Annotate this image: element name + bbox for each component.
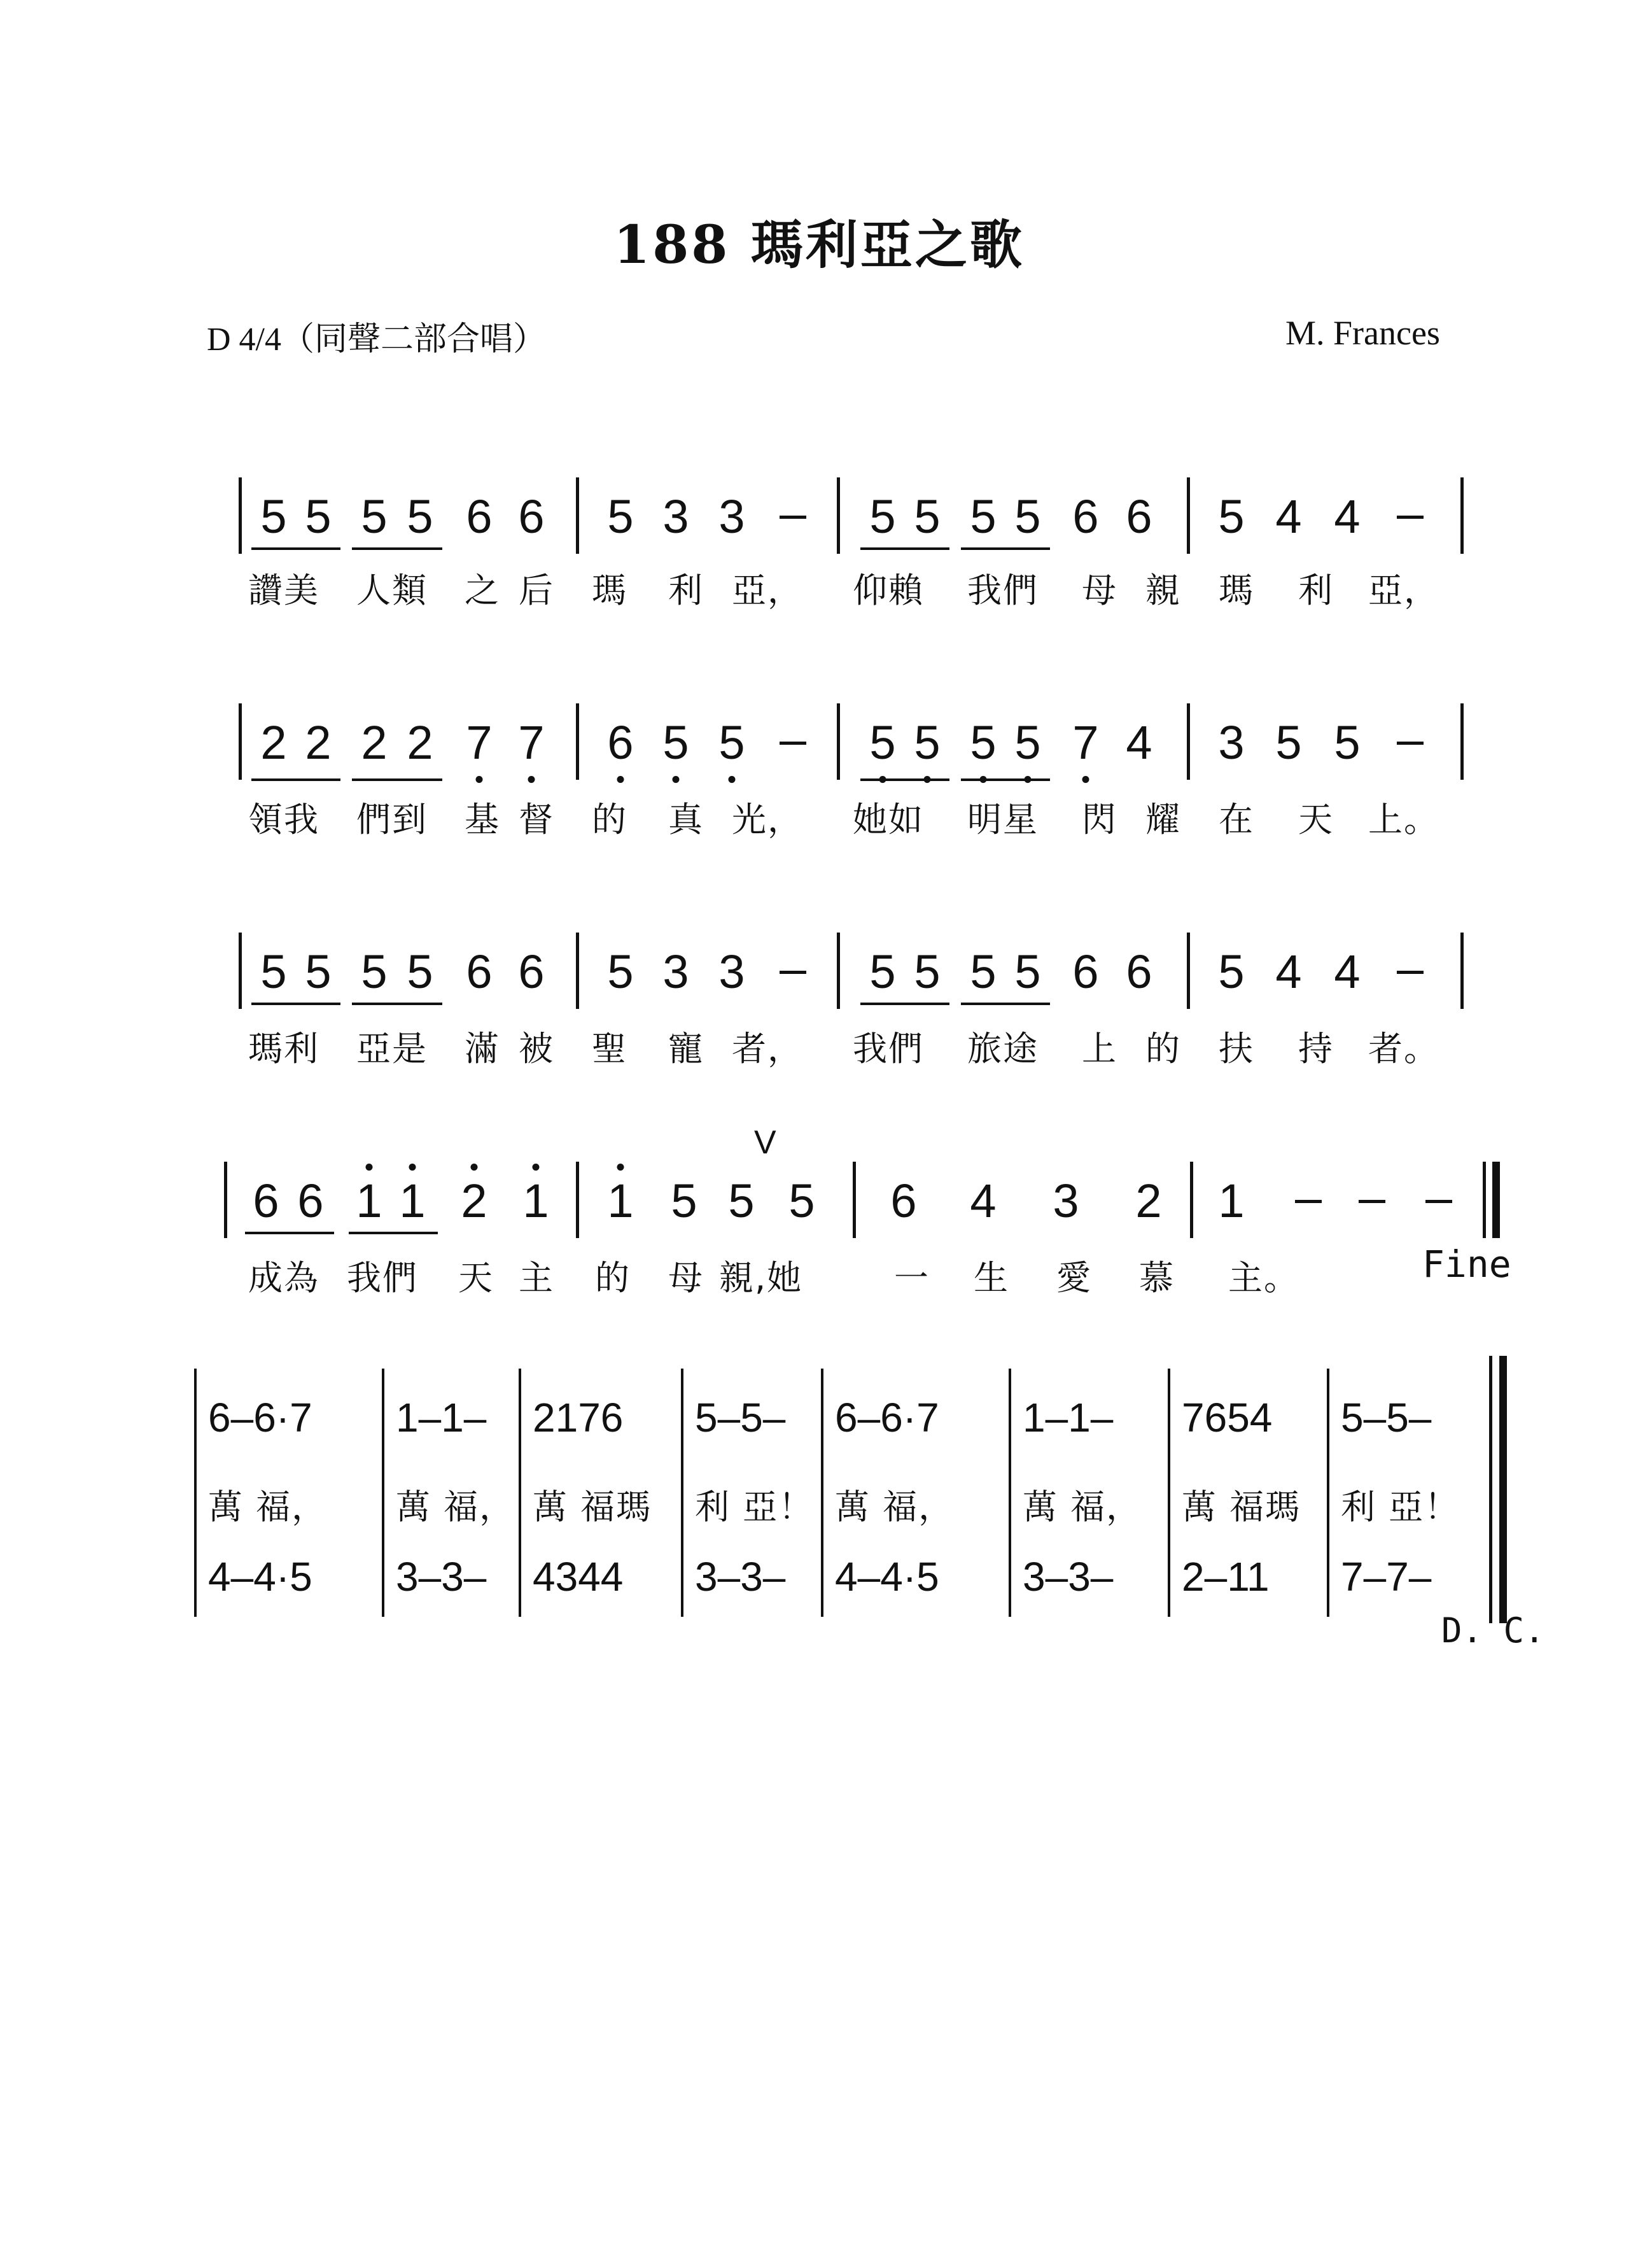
lyric-syllable: 扶 — [1219, 1029, 1254, 1069]
barline — [576, 1162, 579, 1238]
barline — [1460, 477, 1464, 554]
breath-mark: V — [754, 1124, 776, 1161]
refrain-lower-cell: 4–4·5 — [208, 1554, 312, 1600]
barline — [576, 477, 579, 554]
note: 5 — [860, 719, 905, 766]
refrain-lyrics-cell: 利 亞！ — [1341, 1487, 1460, 1527]
lyric-syllable: 督 — [519, 799, 554, 840]
note: 5 — [1005, 719, 1050, 766]
lyric-syllable: 親 — [1145, 570, 1181, 610]
refrain-upper-cell: 2176 — [533, 1395, 624, 1440]
lyric-syllable: 上 — [1082, 1029, 1117, 1069]
note: 6 — [1126, 945, 1152, 998]
sustain-dash — [1397, 742, 1424, 745]
note: 1 — [598, 1178, 643, 1225]
lyric-syllable: 親,她 — [719, 1258, 803, 1298]
beam-underline — [961, 778, 1050, 781]
note: 5 — [1334, 716, 1361, 769]
refrain-final-thick — [1499, 1356, 1507, 1623]
lyric-syllable: 在 — [1219, 799, 1254, 840]
lyric-syllable: 聖 — [592, 1029, 627, 1069]
lyric-syllable: 者， — [732, 1029, 803, 1069]
page-title: 188 瑪利亞之歌 — [613, 215, 1025, 276]
note: 5 — [970, 945, 997, 998]
beam-underline — [245, 1232, 334, 1234]
note: 3 — [662, 490, 689, 543]
lyric-syllable: 母 — [668, 1258, 704, 1298]
note: 6 — [297, 1174, 324, 1227]
barline — [1187, 933, 1190, 1009]
note: 4 — [1334, 490, 1361, 543]
lyric-syllable: 之 — [465, 570, 500, 610]
lyric-syllable: 生 — [974, 1258, 1009, 1298]
lyric-syllable: 愛 — [1056, 1258, 1092, 1298]
beam-underline — [961, 547, 1050, 550]
note: 7 — [457, 719, 501, 766]
note: 1 — [347, 1178, 391, 1225]
lyric-syllable: 我們 — [347, 1258, 418, 1298]
refrain-lower-cell: 3–3– — [695, 1554, 786, 1600]
barline — [837, 933, 840, 1009]
note: 2 — [305, 716, 332, 769]
note: 5 — [961, 719, 1005, 766]
note: 3 — [1053, 1174, 1079, 1227]
composer: M. Frances — [1285, 314, 1440, 352]
note: 5 — [914, 490, 941, 543]
refrain-lower-cell: 3–3– — [396, 1554, 487, 1600]
note: 2 — [407, 716, 433, 769]
beam-underline — [352, 1003, 442, 1005]
refrain-upper-cell: 7654 — [1182, 1395, 1273, 1440]
note: 6 — [466, 490, 493, 543]
sustain-dash — [1295, 1200, 1322, 1203]
lyric-syllable: 上。 — [1368, 799, 1439, 840]
lyric-syllable: 們到 — [356, 799, 428, 840]
lyric-syllable: 利 — [1298, 570, 1334, 610]
note: 5 — [728, 1174, 755, 1227]
sustain-dash — [1397, 971, 1424, 974]
note: 6 — [466, 945, 493, 998]
dc-mark: D. C. — [1441, 1610, 1545, 1651]
note: 5 — [407, 490, 433, 543]
barline — [853, 1162, 856, 1238]
note: 5 — [1014, 490, 1041, 543]
final-barline-thin — [1483, 1162, 1486, 1238]
refrain-lyrics-cell: 萬 福， — [835, 1487, 955, 1527]
note: 3 — [1218, 716, 1245, 769]
refrain-lower-cell: 3–3– — [1023, 1554, 1114, 1600]
lyric-syllable: 母 — [1082, 570, 1117, 610]
note: 4 — [1334, 945, 1361, 998]
lyric-syllable: 讚美 — [248, 570, 319, 610]
note: 5 — [361, 945, 388, 998]
refrain-lyrics-cell: 萬 福， — [396, 1487, 515, 1527]
beam-underline — [860, 547, 949, 550]
note: 5 — [869, 945, 896, 998]
note: 5 — [607, 945, 634, 998]
note: 5 — [671, 1174, 697, 1227]
lyric-syllable: 亞是 — [356, 1029, 428, 1069]
fine-mark: Fine — [1422, 1243, 1511, 1286]
note: 5 — [869, 490, 896, 543]
barline — [837, 477, 840, 554]
note: 6 — [253, 1174, 279, 1227]
refrain-upper-cell: 5–5– — [1341, 1395, 1432, 1440]
refrain-lower-cell: 2–11 — [1182, 1554, 1270, 1600]
refrain-lower-cell: 7–7– — [1341, 1554, 1432, 1600]
note: 5 — [305, 945, 332, 998]
note: 3 — [662, 945, 689, 998]
beam-underline — [251, 778, 340, 781]
note: 2 — [1135, 1174, 1162, 1227]
note: 5 — [260, 490, 287, 543]
barline — [1460, 703, 1464, 780]
note: 4 — [970, 1174, 997, 1227]
lyric-syllable: 主 — [519, 1258, 554, 1298]
beam-underline — [860, 1003, 949, 1005]
lyric-syllable: 仰賴 — [853, 570, 924, 610]
sustain-dash — [780, 516, 806, 519]
note: 5 — [260, 945, 287, 998]
refrain-upper-cell: 1–1– — [396, 1395, 487, 1440]
barline — [1190, 1162, 1193, 1238]
note: 2 — [260, 716, 287, 769]
final-barline-thick — [1492, 1162, 1500, 1238]
note: 5 — [1275, 716, 1302, 769]
note: 6 — [890, 1174, 917, 1227]
lyric-syllable: 利 — [668, 570, 704, 610]
note: 1 — [390, 1178, 435, 1225]
lyric-syllable: 光， — [732, 799, 803, 840]
lyric-syllable: 她如 — [853, 799, 924, 840]
sustain-dash — [1397, 516, 1424, 519]
refrain-barline — [194, 1369, 197, 1617]
note: 5 — [1014, 945, 1041, 998]
refrain-lower-cell: 4344 — [533, 1554, 624, 1600]
beam-underline — [352, 547, 442, 550]
lyric-syllable: 后 — [519, 570, 554, 610]
lyric-syllable: 慕 — [1139, 1258, 1175, 1298]
refrain-lower-cell: 4–4·5 — [835, 1554, 939, 1600]
note: 2 — [361, 716, 388, 769]
lyric-syllable: 的 — [595, 1258, 631, 1298]
note: 5 — [407, 945, 433, 998]
beam-underline — [961, 1003, 1050, 1005]
barline — [837, 703, 840, 780]
refrain-lyrics-cell: 利 亞！ — [695, 1487, 815, 1527]
beam-underline — [352, 778, 442, 781]
barline — [1460, 933, 1464, 1009]
note: 6 — [1072, 945, 1099, 998]
refrain-upper-cell: 5–5– — [695, 1395, 786, 1440]
barline — [239, 477, 242, 554]
note: 1 — [1218, 1174, 1245, 1227]
lyric-syllable: 我們 — [853, 1029, 924, 1069]
lyric-syllable: 的 — [592, 799, 627, 840]
note: 5 — [607, 490, 634, 543]
sustain-dash — [780, 971, 806, 974]
note: 6 — [1126, 490, 1152, 543]
lyric-syllable: 者。 — [1368, 1029, 1439, 1069]
sustain-dash — [1359, 1200, 1385, 1203]
lyric-syllable: 主。 — [1228, 1258, 1299, 1298]
key-time-signature: D 4/4（同聲二部合唱） — [207, 321, 547, 358]
note: 1 — [514, 1178, 558, 1225]
lyric-syllable: 基 — [465, 799, 500, 840]
lyric-syllable: 亞， — [1368, 570, 1439, 610]
note: 6 — [518, 490, 545, 543]
note: 4 — [1275, 490, 1302, 543]
refrain-upper-cell: 1–1– — [1023, 1395, 1114, 1440]
note: 4 — [1275, 945, 1302, 998]
note: 3 — [718, 490, 745, 543]
lyric-syllable: 閃 — [1082, 799, 1117, 840]
barline — [239, 933, 242, 1009]
lyric-syllable: 領我 — [248, 799, 319, 840]
barline — [239, 703, 242, 780]
lyric-syllable: 耀 — [1145, 799, 1181, 840]
beam-underline — [860, 778, 949, 781]
lyric-syllable: 持 — [1298, 1029, 1334, 1069]
note: 7 — [509, 719, 554, 766]
refrain-upper-cell: 6–6·7 — [208, 1395, 312, 1440]
note: 6 — [1072, 490, 1099, 543]
note: 5 — [361, 490, 388, 543]
beam-underline — [251, 1003, 340, 1005]
refrain-upper-cell: 6–6·7 — [835, 1395, 939, 1440]
refrain-final-thin — [1489, 1356, 1492, 1623]
refrain-lyrics-cell: 萬 福瑪 — [533, 1487, 652, 1527]
lyric-syllable: 一 — [894, 1258, 930, 1298]
sustain-dash — [1425, 1200, 1452, 1203]
note: 5 — [305, 490, 332, 543]
barline — [1187, 477, 1190, 554]
note: 5 — [1218, 945, 1245, 998]
lyric-syllable: 真 — [668, 799, 704, 840]
lyric-syllable: 瑪 — [592, 570, 627, 610]
barline — [1187, 703, 1190, 780]
note: 3 — [718, 945, 745, 998]
lyric-syllable: 旅途 — [967, 1029, 1039, 1069]
lyric-syllable: 亞， — [732, 570, 803, 610]
lyric-syllable: 天 — [458, 1258, 494, 1298]
note: 5 — [970, 490, 997, 543]
lyric-syllable: 瑪利 — [248, 1029, 319, 1069]
note: 5 — [654, 719, 698, 766]
lyric-syllable: 被 — [519, 1029, 554, 1069]
note: 5 — [905, 719, 949, 766]
note: 4 — [1126, 716, 1152, 769]
refrain-lyrics-cell: 萬 福， — [1023, 1487, 1142, 1527]
lyric-syllable: 人類 — [356, 570, 428, 610]
lyric-syllable: 瑪 — [1219, 570, 1254, 610]
lyric-syllable: 我們 — [967, 570, 1039, 610]
note: 5 — [1218, 490, 1245, 543]
beam-underline — [349, 1232, 438, 1234]
lyric-syllable: 天 — [1298, 799, 1334, 840]
lyric-syllable: 的 — [1145, 1029, 1181, 1069]
refrain-lyrics-cell: 萬 福瑪 — [1182, 1487, 1301, 1527]
sustain-dash — [780, 742, 806, 745]
beam-underline — [251, 547, 340, 550]
note: 5 — [788, 1174, 815, 1227]
lyric-syllable: 成為 — [248, 1258, 319, 1298]
lyric-syllable: 滿 — [465, 1029, 500, 1069]
lyric-syllable: 寵 — [668, 1029, 704, 1069]
note: 6 — [598, 719, 643, 766]
note: 5 — [914, 945, 941, 998]
note: 7 — [1063, 719, 1108, 766]
barline — [224, 1162, 227, 1238]
barline — [576, 933, 579, 1009]
note: 2 — [452, 1178, 496, 1225]
lyric-syllable: 明星 — [967, 799, 1039, 840]
refrain-lyrics-cell: 萬 福， — [208, 1487, 328, 1527]
barline — [576, 703, 579, 780]
note: 6 — [518, 945, 545, 998]
note: 5 — [710, 719, 754, 766]
